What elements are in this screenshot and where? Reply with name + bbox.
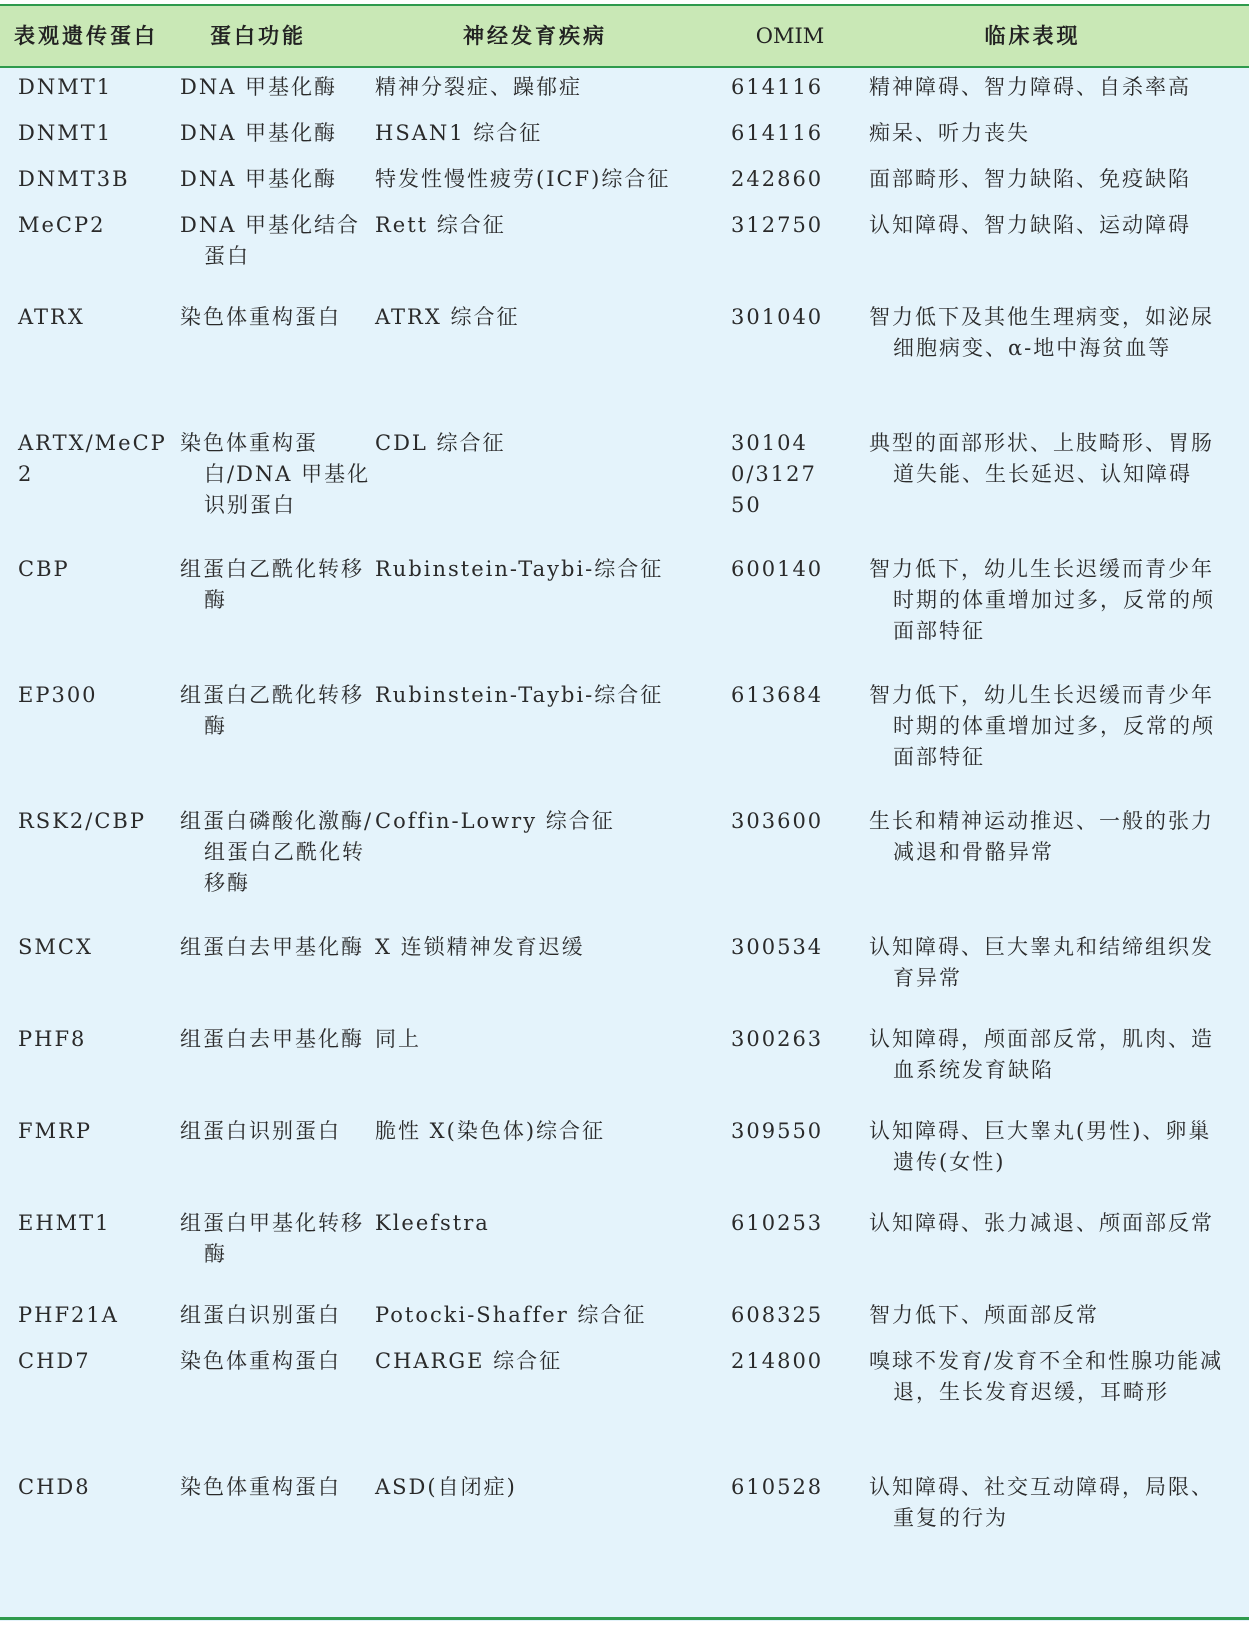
- cell-clinical: 面部畸形、智力缺陷、免疫缺陷: [869, 167, 1191, 191]
- cell-omim: 309550: [731, 1119, 824, 1143]
- cell-function: 组蛋白乙酰化转移酶: [180, 557, 364, 612]
- cell-protein: CBP: [18, 557, 70, 581]
- header-function: 蛋白功能: [210, 24, 306, 48]
- cell-omim: 312750: [731, 213, 824, 237]
- cell-omim: 610253: [731, 1211, 824, 1235]
- cell-disease: Rett 综合征: [375, 213, 506, 237]
- cell-function: 组蛋白甲基化转移酶: [180, 1211, 364, 1266]
- cell-clinical: 智力低下及其他生理病变，如泌尿细胞病变、α-地中海贫血等: [869, 305, 1214, 360]
- cell-protein: DNMT3B: [18, 167, 130, 191]
- header-omim: OMIM: [755, 24, 825, 48]
- cell-omim: 600140: [731, 557, 824, 581]
- cell-function: 染色体重构蛋白: [180, 1349, 341, 1373]
- cell-disease: Potocki-Shaffer 综合征: [375, 1303, 647, 1327]
- cell-function: 组蛋白识别蛋白: [180, 1119, 341, 1143]
- cell-disease: 精神分裂症、躁郁症: [375, 75, 582, 99]
- cell-clinical: 生长和精神运动推迟、一般的张力减退和骨骼异常: [869, 809, 1214, 864]
- cell-disease: ASD(自闭症): [375, 1475, 517, 1499]
- cell-function: DNA 甲基化酶: [180, 121, 338, 145]
- cell-function: DNA 甲基化酶: [180, 75, 338, 99]
- data-table: [0, 4, 1249, 1621]
- cell-function: 染色体重构蛋白: [180, 1475, 341, 1499]
- cell-disease: X 连锁精神发育迟缓: [375, 935, 585, 959]
- cell-function: 组蛋白去甲基化酶: [180, 1027, 364, 1051]
- bottom-rule: [0, 1617, 1249, 1620]
- cell-protein: ARTX/MeCP2: [18, 431, 167, 486]
- cell-clinical: 典型的面部形状、上肢畸形、胃肠道失能、生长延迟、认知障碍: [869, 431, 1214, 486]
- cell-clinical: 认知障碍、社交互动障碍，局限、重复的行为: [869, 1475, 1214, 1530]
- cell-disease: Rubinstein-Taybi-综合征: [375, 683, 664, 707]
- cell-disease: CDL 综合征: [375, 431, 506, 455]
- cell-omim: 300534: [731, 935, 824, 959]
- cell-protein: PHF8: [18, 1027, 87, 1051]
- cell-disease: 特发性慢性疲劳(ICF)综合征: [375, 167, 671, 191]
- cell-protein: PHF21A: [18, 1303, 119, 1327]
- cell-clinical: 认知障碍、张力减退、颅面部反常: [869, 1211, 1214, 1235]
- cell-function: 组蛋白乙酰化转移酶: [180, 683, 364, 738]
- cell-omim: 608325: [731, 1303, 824, 1327]
- cell-protein: RSK2/CBP: [18, 809, 146, 833]
- cell-function: DNA 甲基化结合蛋白: [180, 213, 361, 268]
- cell-protein: FMRP: [18, 1119, 93, 1143]
- cell-clinical: 智力低下、颅面部反常: [869, 1303, 1099, 1327]
- cell-disease: 脆性 X(染色体)综合征: [375, 1119, 606, 1143]
- cell-disease: Rubinstein-Taybi-综合征: [375, 557, 664, 581]
- cell-protein: SMCX: [18, 935, 93, 959]
- header-rule: [0, 66, 1249, 68]
- cell-omim: 613684: [731, 683, 824, 707]
- cell-protein: CHD7: [18, 1349, 91, 1373]
- cell-function: 染色体重构蛋白: [180, 305, 341, 329]
- cell-omim: 242860: [731, 167, 824, 191]
- cell-clinical: 认知障碍、巨大睾丸(男性)、卵巢遗传(女性): [869, 1119, 1212, 1174]
- header-disease: 神经发育疾病: [463, 24, 607, 48]
- cell-clinical: 痴呆、听力丧失: [869, 121, 1030, 145]
- cell-disease: CHARGE 综合征: [375, 1349, 563, 1373]
- cell-omim: 303600: [731, 809, 824, 833]
- cell-protein: DNMT1: [18, 75, 113, 99]
- cell-disease: 同上: [375, 1027, 421, 1051]
- cell-disease: Kleefstra: [375, 1211, 490, 1235]
- cell-protein: ATRX: [18, 305, 85, 329]
- cell-protein: DNMT1: [18, 121, 113, 145]
- cell-omim: 214800: [731, 1349, 824, 1373]
- cell-disease: Coffin-Lowry 综合征: [375, 809, 615, 833]
- cell-function: 染色体重构蛋白/DNA 甲基化识别蛋白: [180, 431, 371, 517]
- cell-clinical: 智力低下，幼儿生长迟缓而青少年时期的体重增加过多，反常的颅面部特征: [869, 557, 1215, 643]
- header-protein: 表观遗传蛋白: [14, 24, 158, 48]
- cell-protein: CHD8: [18, 1475, 91, 1499]
- cell-clinical: 精神障碍、智力障碍、自杀率高: [869, 75, 1191, 99]
- cell-omim: 300263: [731, 1027, 824, 1051]
- cell-function: 组蛋白识别蛋白: [180, 1303, 341, 1327]
- cell-function: DNA 甲基化酶: [180, 167, 338, 191]
- cell-omim: 301040/312750: [731, 431, 817, 517]
- cell-omim: 614116: [731, 121, 824, 145]
- cell-disease: HSAN1 综合征: [375, 121, 543, 145]
- header-clinical: 临床表现: [984, 24, 1081, 48]
- cell-protein: MeCP2: [18, 213, 106, 237]
- cell-clinical: 嗅球不发育/发育不全和性腺功能减退，生长发育迟缓，耳畸形: [869, 1349, 1224, 1404]
- cell-function: 组蛋白磷酸化激酶/组蛋白乙酰化转移酶: [180, 809, 374, 895]
- cell-disease: ATRX 综合征: [375, 305, 520, 329]
- cell-omim: 610528: [731, 1475, 824, 1499]
- cell-clinical: 认知障碍，颅面部反常，肌肉、造血系统发育缺陷: [869, 1027, 1214, 1082]
- cell-clinical: 智力低下，幼儿生长迟缓而青少年时期的体重增加过多，反常的颅面部特征: [869, 683, 1215, 769]
- cell-clinical: 认知障碍、巨大睾丸和结缔组织发育异常: [869, 935, 1214, 990]
- cell-clinical: 认知障碍、智力缺陷、运动障碍: [869, 213, 1191, 237]
- cell-omim: 301040: [731, 305, 824, 329]
- cell-protein: EP300: [18, 683, 98, 707]
- cell-protein: EHMT1: [18, 1211, 111, 1235]
- cell-omim: 614116: [731, 75, 824, 99]
- cell-function: 组蛋白去甲基化酶: [180, 935, 364, 959]
